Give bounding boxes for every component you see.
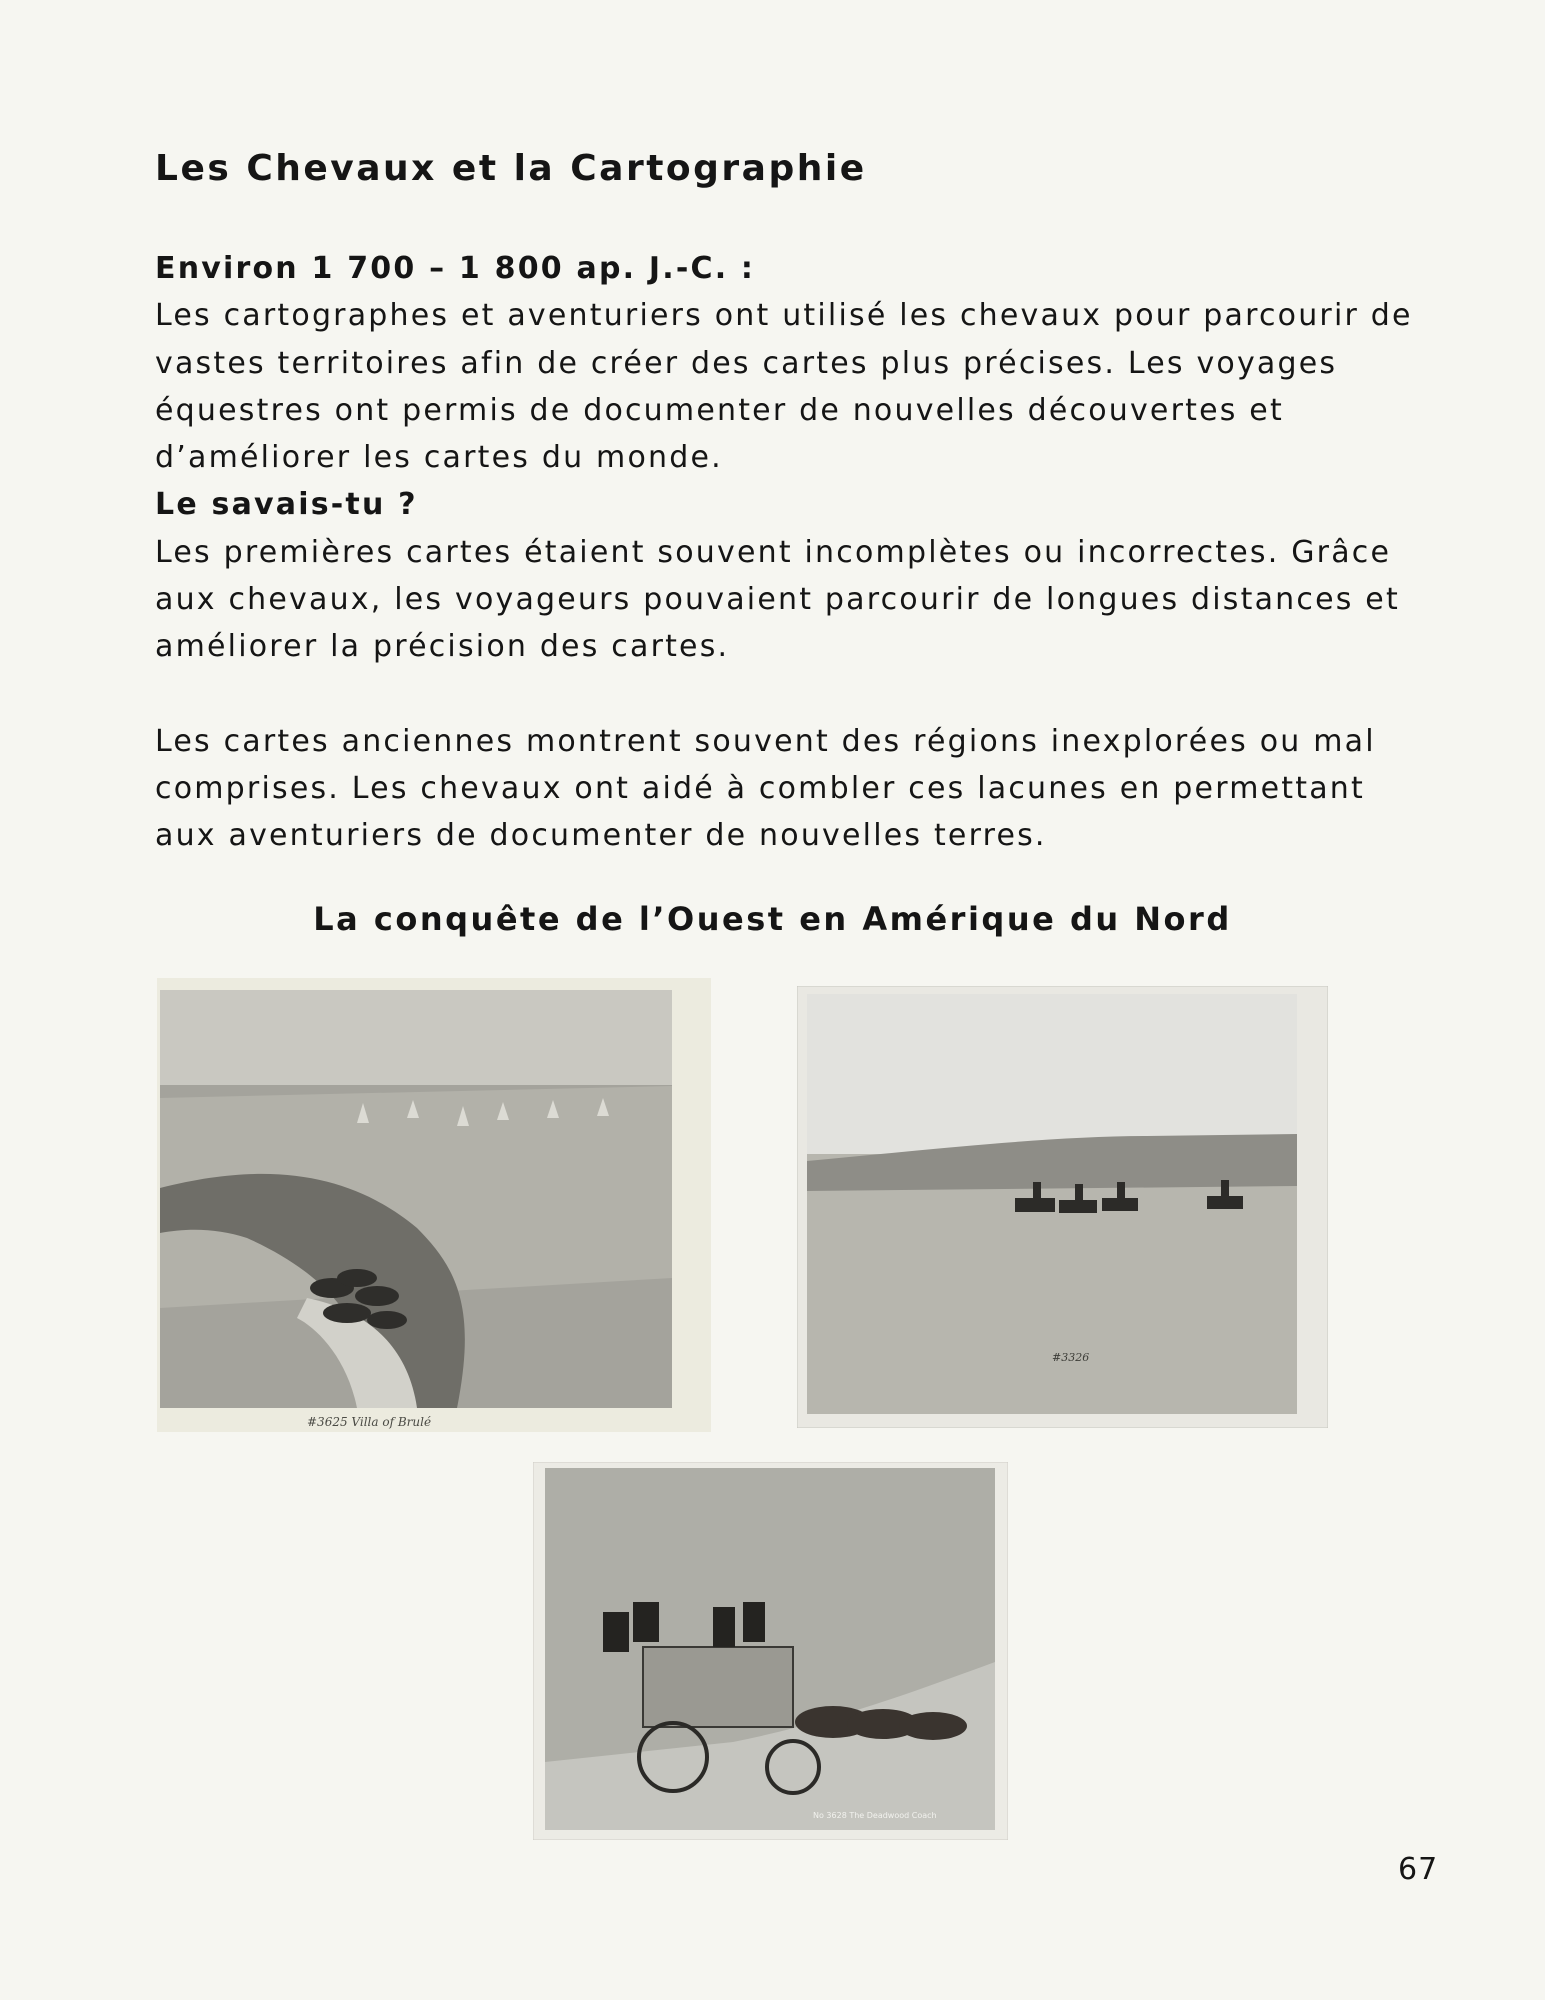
riders-on-plain-photo [797, 986, 1328, 1428]
printed-caption: No 3628 The Deadwood Coach [813, 1811, 937, 1820]
did-you-know-line: aux chevaux, les voyageurs pouvaient parcourir de longues distances et [155, 582, 1400, 618]
stagecoach-photo [533, 1462, 1008, 1840]
closing-line: comprises. Les chevaux ont aidé à combler ces lacunes en permettant [155, 770, 1365, 806]
sky-area [807, 994, 1297, 1154]
handwritten-note: #3326 [1052, 1351, 1090, 1364]
page-number: 67 [1398, 1852, 1439, 1887]
paragraph-spacer [155, 671, 1415, 718]
intro-line: d’améliorer les cartes du monde. [155, 440, 723, 476]
closing-line: Les cartes anciennes montrent souvent des régions inexplorées ou mal [155, 723, 1376, 759]
page-title: Les Chevaux et la Cartographie [155, 148, 867, 189]
riders-on-plain-image [797, 986, 1328, 1428]
horses-watering-photo [157, 978, 711, 1432]
stagecoach-image [533, 1462, 1008, 1840]
intro-line: vastes territoires afin de créer des cartes plus précises. Les voyages [155, 345, 1338, 381]
body-text [155, 245, 1415, 860]
gallery-caption: La conquête de l’Ouest en Amérique du Nord [313, 900, 1232, 938]
did-you-know-label: Le savais-tu ? [155, 487, 418, 523]
sky-area [160, 990, 672, 1085]
intro-line: équestres ont permis de documenter de nouvelles découvertes et [155, 392, 1284, 428]
did-you-know-line: Les premières cartes étaient souvent incomplètes ou incorrectes. Grâce [155, 534, 1392, 570]
horses-watering-image [157, 978, 711, 1432]
closing-line: aux aventuriers de documenter de nouvelles terres. [155, 818, 1047, 854]
handwritten-note: #3625 Villa of Brulé [307, 1415, 432, 1429]
did-you-know-line: améliorer la précision des cartes. [155, 629, 730, 665]
coach-body [643, 1647, 793, 1727]
period-label: Environ 1 700 – 1 800 ap. J.-C. : [155, 251, 756, 286]
intro-line: Les cartographes et aventuriers ont utilisé les chevaux pour parcourir de [155, 298, 1413, 334]
